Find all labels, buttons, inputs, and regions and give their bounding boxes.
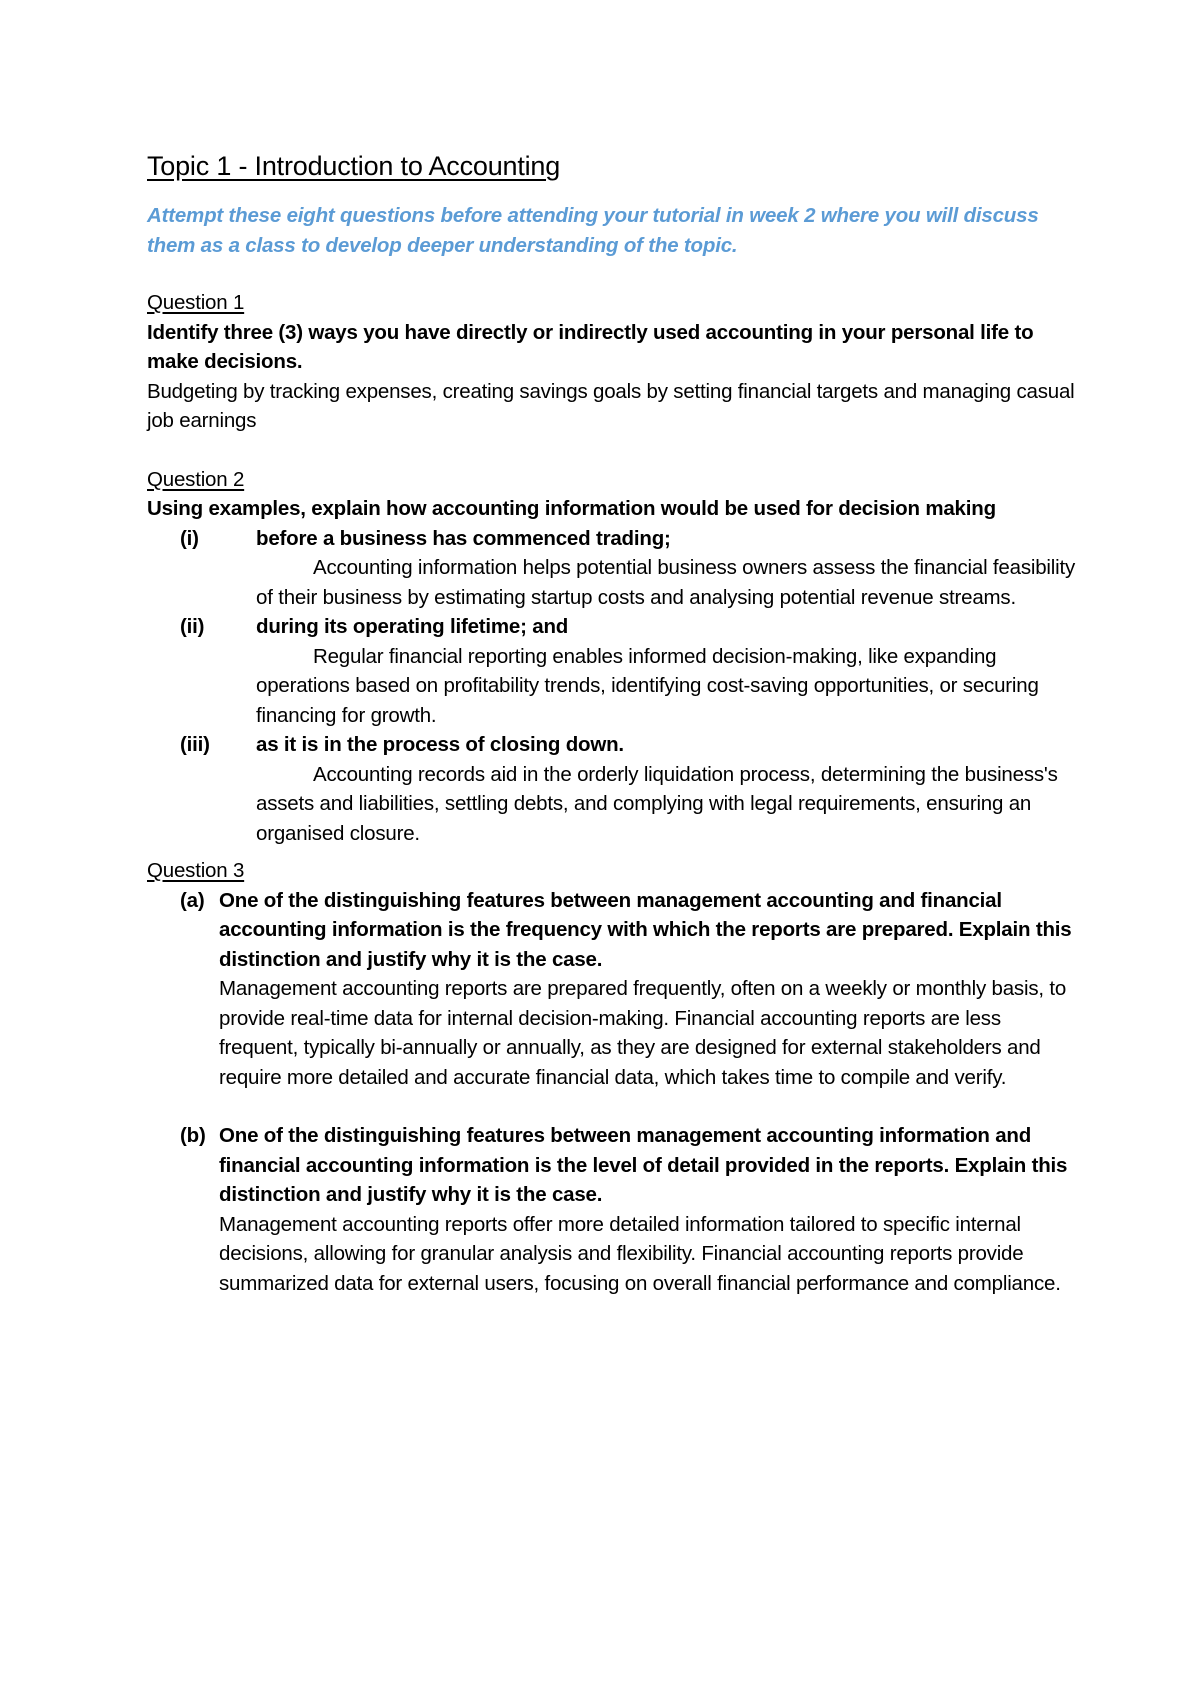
sub-question-prompt: before a business has commenced trading; — [256, 526, 671, 550]
question-3 — [147, 856, 1077, 1298]
sub-question-marker: (ii) — [180, 615, 205, 638]
question-1 — [147, 288, 1077, 436]
sub-question-prompt: One of the distinguishing features between management accounting and financial accounting information is the frequency with which the reports are prepared. Explain this distinction and justify why it is the case. — [219, 888, 1072, 971]
sub-question-marker: (iii) — [180, 733, 210, 756]
question-prompt: Using examples, explain how accounting information would be used for decision making — [147, 497, 996, 520]
document-page — [147, 148, 1077, 1298]
question-heading: Question 2 — [147, 467, 245, 491]
page-title: Topic 1 - Introduction to Accounting — [147, 151, 561, 181]
sub-question-marker: (a) — [180, 888, 205, 912]
sub-question — [147, 612, 1077, 730]
question-heading: Question 1 — [147, 291, 245, 314]
sub-question-answer: Management accounting reports offer more detailed information tailored to specific internal decisions, allowing for granular analysis and flexibility. Financial accounting reports provide summarized data for external users, focusing on overall financial performance and compliance. — [219, 1212, 1061, 1295]
sub-question-prompt: as it is in the process of closing down. — [256, 733, 624, 756]
intro-instructions: Attempt these eight questions before attending your tutorial in week 2 where you will discuss them as a class to develop deeper understanding of the topic. — [147, 204, 1039, 257]
question-answer: Budgeting by tracking expenses, creating savings goals by setting financial targets and managing casual job earnings — [147, 379, 1075, 432]
sub-question-marker: (b) — [180, 1124, 206, 1147]
sub-question — [147, 730, 1077, 848]
sub-question-answer: Management accounting reports are prepared frequently, often on a weekly or monthly basis, to provide real-time data for internal decision-making. Financial accounting reports are less frequent, typically bi-annually or annually, as they are designed for external stakeholders and require more detailed and accurate financial data, which takes time to compile and verify. — [219, 977, 1067, 1089]
sub-question-answer: Regular financial reporting enables informed decision-making, like expanding operations based on profitability trends, identifying cost-saving opportunities, or securing financing for growth. — [256, 644, 1039, 727]
question-2 — [147, 465, 1077, 849]
sub-question-prompt: during its operating lifetime; and — [256, 615, 569, 638]
sub-question-answer: Accounting information helps potential business owners assess the financial feasibility of their business by estimating startup costs and analysing potential revenue streams. — [256, 556, 1076, 609]
sub-question — [147, 524, 1077, 613]
sub-question-prompt: One of the distinguishing features between management accounting information and financial accounting information is the level of detail provided in the reports. Explain this distinction and justify why it is the case. — [219, 1124, 1068, 1206]
sub-question-answer: Accounting records aid in the orderly liquidation process, determining the business's assets and liabilities, settling debts, and complying with legal requirements, ensuring an organised closure. — [256, 762, 1058, 845]
question-heading: Question 3 — [147, 859, 245, 882]
sub-question — [147, 886, 1077, 1093]
sub-question-marker: (i) — [180, 526, 199, 550]
sub-question-list — [147, 524, 1077, 849]
sub-question — [147, 1121, 1077, 1298]
question-prompt: Identify three (3) ways you have directly or indirectly used accounting in your personal life to make decisions. — [147, 320, 1034, 373]
